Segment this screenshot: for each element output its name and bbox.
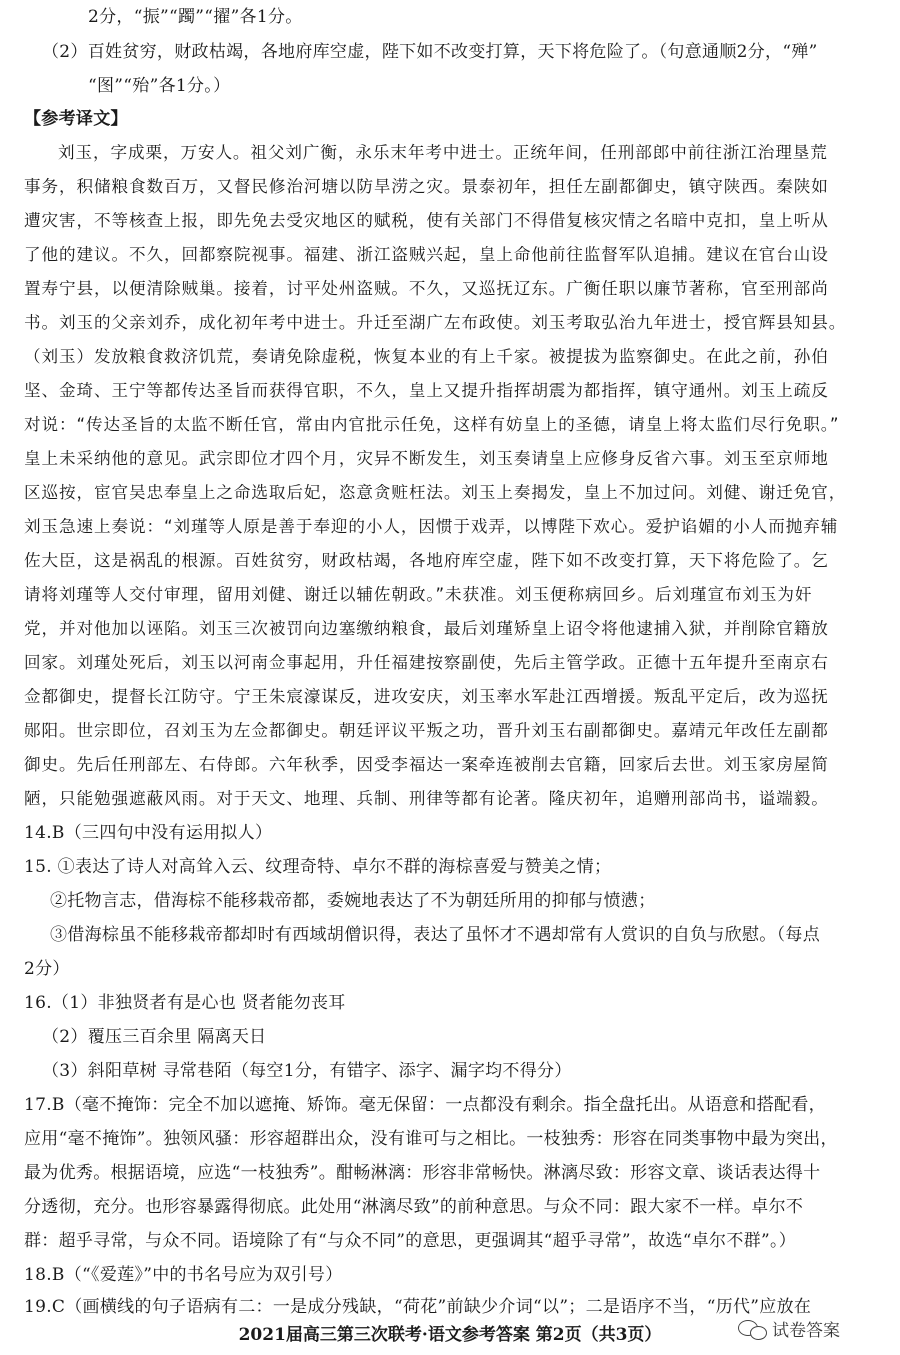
text-line: 置寿宁县，以便清除贼巢。接着，讨平处州盗贼。不久，又巡抚辽东。广衡任职以廉节著称，官至刑部尚 [24, 279, 829, 298]
text-line: （刘玉）发放粮食救济饥荒，奏请免除虚税，恢复本业的有上千家。被提拔为监察御史。在此之前，孙伯 [24, 347, 829, 366]
text-line: 坚、金琦、王宁等都传达圣旨而获得官职，不久，皇上又提升指挥胡震为都指挥，镇守通州。刘玉上疏反 [24, 381, 829, 400]
text-line: ③借海棕虽不能移栽帝都却时有西域胡僧识得，表达了虽怀才不遇却常有人赏识的自负与欣慰。（每点 [50, 925, 820, 945]
text-line: 皇上未采纳他的意见。武宗即位才四个月，灾异不断发生，刘玉奏请皇上应修身反省六事。刘玉至京师地 [24, 449, 829, 468]
text-line: 郧阳。世宗即位，召刘玉为左佥都御史。朝廷评议平叛之功，晋升刘玉右副都御史。嘉靖元年改任左副都 [24, 721, 829, 740]
text-line: （3）斜阳草树 寻常巷陌（每空1分，有错字、添字、漏字均不得分） [42, 1061, 572, 1081]
wechat-icon [738, 1318, 768, 1340]
text-line: 2分） [24, 959, 70, 979]
text-line: 17.B（毫不掩饰：完全不加以遮掩、矫饰。毫无保留：一点都没有剩余。指全盘托出。从语意和搭配看， [24, 1095, 826, 1115]
text-line: 事务，积储粮食数百万，又督民修治河塘以防旱涝之灾。景泰初年，担任左副都御史，镇守陕西。秦陕如 [24, 177, 829, 196]
text-line: 19.C（画横线的句子语病有二：一是成分残缺，“荷花”前缺少介词“以”；二是语序不当，“历代”应放在 [24, 1297, 812, 1317]
text-line: 15. ①表达了诗人对高耸入云、纹理奇特、卓尔不群的海棕喜爱与赞美之情； [24, 857, 612, 877]
text-line: 16.（1）非独贤者有是心也 贤者能勿丧耳 [24, 993, 346, 1013]
text-line: 应用“毫不掩饰”。独领风骚：形容超群出众，没有谁可与之相比。一枝独秀：形容在同类事物中最为突出， [24, 1129, 838, 1149]
text-line: 党，并对他加以诬陷。刘玉三次被罚向边塞缴纳粮食，最后刘瑾矫皇上诏令将他逮捕入狱，并削除官籍放 [24, 619, 829, 638]
text-line: 了他的建议。不久，回都察院视事。福建、浙江盗贼兴起，皇上命他前往监督军队追捕。建议在官台山设 [24, 245, 829, 264]
text-line: 佥都御史，提督长江防守。宁王朱宸濠谋反，进攻安庆，刘玉率水军赴江西增援。叛乱平定后，改为巡抚 [24, 687, 829, 706]
text-line: 2分，“振”“躅”“擢”各1分。 [88, 7, 303, 27]
text-line: 御史。先后任刑部左、右侍郎。六年秋季，因受李福达一案牵连被削去官籍，回家后去世。刘玉家房屋简 [24, 755, 829, 774]
page-footer: 2021届高三第三次联考·语文参考答案 第2页（共3页） [238, 1325, 662, 1345]
text-line: ②托物言志，借海棕不能移栽帝都，委婉地表达了不为朝廷所用的抑郁与愤懑； [50, 891, 656, 911]
text-line: 请将刘瑾等人交付审理，留用刘健、谢迁以辅佐朝政。”未获准。刘玉便称病回乡。后刘瑾宣布刘玉为奸 [24, 585, 813, 604]
text-line: 遭灾害，不等核查上报，即先免去受灾地区的赋税，使有关部门不得借复核灾情之名暗中克扣，皇上听从 [24, 211, 829, 230]
text-line: 14.B（三四句中没有运用拟人） [24, 823, 273, 843]
text-line: 对说：“传达圣旨的太监不断任官，常由内官批示任免，这样有妨皇上的圣德，请皇上将太监们尽行免职。” [24, 415, 840, 434]
text-line: 书。刘玉的父亲刘乔，成化初年考中进士。升迁至湖广左布政使。刘玉考取弘治九年进士，授官辉县知县。 [24, 313, 847, 332]
text-line: （2）百姓贫穷，财政枯竭，各地府库空虚，陛下如不改变打算，天下将危险了。（句意通顺2分，“殚” [42, 42, 818, 62]
text-line: 陋，只能勉强遮蔽风雨。对于天文、地理、兵制、刑律等都有论著。隆庆初年，追赠刑部尚书，谥端毅。 [24, 789, 829, 808]
text-line: 佐大臣，这是祸乱的根源。百姓贫穷，财政枯竭，各地府库空虚，陛下如不改变打算，天下将危险了。乞 [24, 551, 829, 570]
text-line: 【参考译文】 [24, 109, 128, 129]
watermark-text: 试卷答案 [772, 1321, 840, 1341]
text-line: （2）覆压三百余里 隔离天日 [42, 1027, 267, 1047]
text-line: 回家。刘瑾处死后，刘玉以河南佥事起用，升任福建按察副使，先后主管学政。正德十五年提升至南京右 [24, 653, 829, 672]
watermark [738, 1316, 840, 1341]
text-line: 刘玉急速上奏说：“刘瑾等人原是善于奉迎的小人，因惯于戏弄，以博陛下欢心。爱护谄媚的小人而抛弃辅 [24, 517, 839, 536]
text-line: 18.B（“《爱莲》”中的书名号应为双引号） [24, 1265, 343, 1285]
text-line: 区巡按，宦官吴忠奉皇上之命选取后妃，恣意贪赃枉法。刘玉上奏揭发，皇上不加过问。刘健、谢迁免官， [24, 483, 847, 502]
text-line: 群：超乎寻常，与众不同。语境除了有“与众不同”的意思，更强调其“超乎寻常”，故选“卓尔不群”。） [24, 1231, 797, 1251]
text-line: 最为优秀。根据语境，应选“一枝独秀”。酣畅淋漓：形容非常畅快。淋漓尽致：形容文章、谈话表达得十 [24, 1163, 821, 1183]
text-line: 分透彻，充分。也形容暴露得彻底。此处用“淋漓尽致”的前种意思。与众不同：跟大家不一样。卓尔不 [24, 1197, 804, 1217]
text-line: 刘玉，字成栗，万安人。祖父刘广衡，永乐末年考中进士。正统年间，任刑部郎中前往浙江治理垦荒 [58, 143, 828, 162]
text-line: “图”“殆”各1分。） [88, 76, 231, 96]
